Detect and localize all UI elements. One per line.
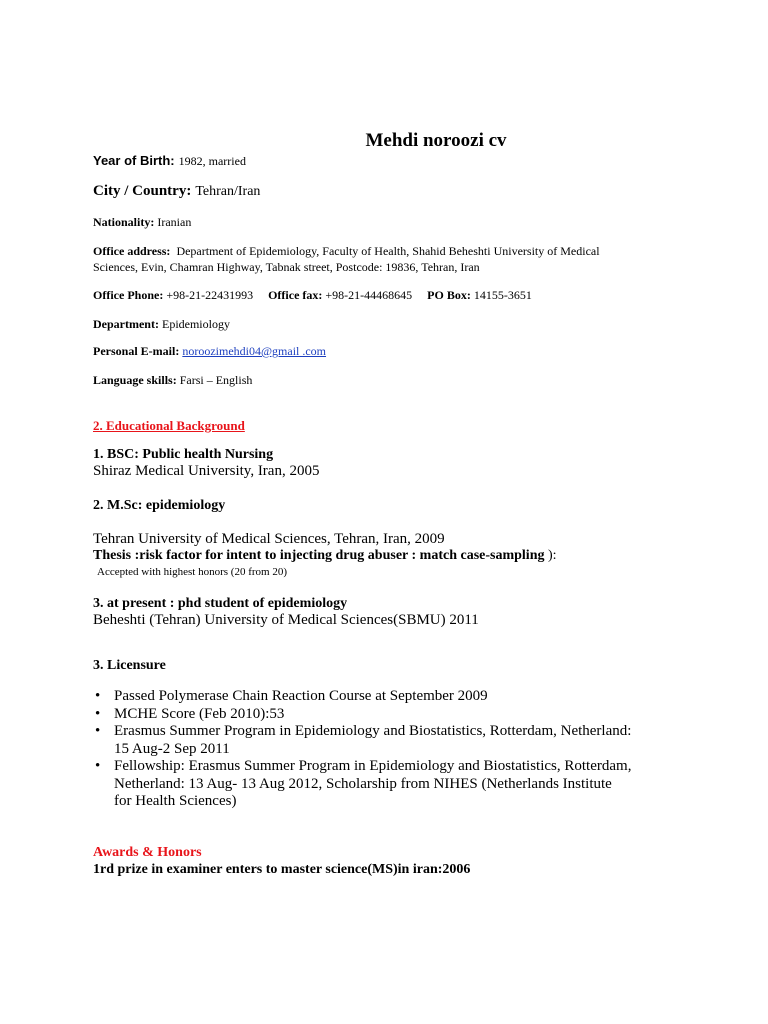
licensure-heading-text: 3. Licensure xyxy=(93,658,166,673)
bullet-icon: • xyxy=(95,688,101,704)
bullet-icon: • xyxy=(95,723,101,739)
personal-email xyxy=(93,344,326,359)
office-phone-label: Office Phone: xyxy=(93,288,164,302)
education-heading: 2. Educational Background xyxy=(93,418,245,433)
education-item-2-title xyxy=(93,498,225,514)
language-skills xyxy=(93,373,252,388)
bullet-icon: • xyxy=(95,758,101,774)
education-item-1-title xyxy=(93,447,273,463)
licensure-item-text: MCHE Score (Feb 2010):53 xyxy=(114,705,285,722)
department-value: Epidemiology xyxy=(161,317,230,331)
licensure-item-text-cont: 15 Aug-2 Sep 2011 xyxy=(114,740,230,757)
licensure-item-text: Passed Polymerase Chain Reaction Course at September 2009 xyxy=(114,688,488,704)
nationality xyxy=(93,215,191,230)
department xyxy=(93,317,230,332)
awards-item-1 xyxy=(93,862,470,878)
email-link[interactable]: noroozimehdi04@gmail .com xyxy=(182,344,327,358)
nationality-value: Iranian xyxy=(157,215,192,229)
licensure-heading xyxy=(93,658,166,674)
education-item-3-title-text: 3. at present : phd student of epidemiology xyxy=(93,596,348,611)
office-address-line1: Department of Epidemiology, Faculty of Health, Shahid Beheshti University of Medical xyxy=(176,244,600,258)
office-contacts xyxy=(93,288,532,303)
licensure-item-text-cont: Netherland: 13 Aug- 13 Aug 2012, Scholarship from NIHES (Netherlands Institute xyxy=(114,775,612,792)
email-label: Personal E-mail: xyxy=(93,344,180,358)
office-address-label: Office address: xyxy=(93,244,171,258)
language-value: Farsi – English xyxy=(179,373,253,387)
page-title: Mehdi noroozi cv xyxy=(365,130,507,151)
education-item-2-detail: Tehran University of Medical Sciences, Tehran, Iran, 2009 xyxy=(93,531,445,547)
licensure-list xyxy=(93,688,714,811)
city-country xyxy=(93,182,260,200)
nationality-label: Nationality: xyxy=(93,215,155,229)
education-item-1-title-text: 1. BSC: Public health Nursing xyxy=(93,447,274,462)
po-box-value: 14155-3651 xyxy=(473,288,532,302)
list-item xyxy=(95,705,714,724)
licensure-item-text-cont: for Health Sciences) xyxy=(114,793,237,809)
awards-item-1-text: 1rd prize in examiner enters to master science(MS)in iran:2006 xyxy=(93,862,471,877)
city-country-value: Tehran/Iran xyxy=(195,184,261,199)
office-fax-label: Office fax: xyxy=(268,288,323,302)
education-item-3-detail: Beheshti (Tehran) University of Medical Sciences(SBMU) 2011 xyxy=(93,612,479,628)
thesis xyxy=(93,548,557,564)
city-country-label: City / Country: xyxy=(93,183,192,199)
education-item-3-title xyxy=(93,596,347,612)
office-address xyxy=(93,243,600,275)
thesis-title: Thesis :risk factor for intent to injecting drug abuser : match case-sampling xyxy=(93,548,545,563)
list-item xyxy=(95,758,714,811)
awards-heading: Awards & Honors xyxy=(93,845,202,860)
education-item-2-title-text: 2. M.Sc: epidemiology xyxy=(93,498,226,513)
list-item xyxy=(95,723,714,758)
year-of-birth-value: 1982, married xyxy=(178,154,246,168)
department-label: Department: xyxy=(93,317,159,331)
year-of-birth-label: Year of Birth: xyxy=(93,153,175,168)
education-item-1-detail: Shiraz Medical University, Iran, 2005 xyxy=(93,463,320,479)
po-box-label: PO Box: xyxy=(427,288,471,302)
office-phone-value: +98-21-22431993 xyxy=(166,288,254,302)
thesis-note: Accepted with highest honors (20 from 20) xyxy=(97,566,288,578)
licensure-item-text: Erasmus Summer Program in Epidemiology and Biostatistics, Rotterdam, Netherland: xyxy=(114,723,632,739)
list-item xyxy=(95,688,714,706)
bullet-icon: • xyxy=(95,705,101,722)
office-address-line2: Sciences, Evin, Chamran Highway, Tabnak street, Postcode: 19836, Tehran, Iran xyxy=(93,260,480,274)
office-fax-value: +98-21-44468645 xyxy=(325,288,413,302)
licensure-item-text: Fellowship: Erasmus Summer Program in Epidemiology and Biostatistics, Rotterdam, xyxy=(114,758,632,774)
language-label: Language skills: xyxy=(93,373,177,387)
year-of-birth xyxy=(93,152,246,170)
thesis-tail: ): xyxy=(544,548,557,563)
